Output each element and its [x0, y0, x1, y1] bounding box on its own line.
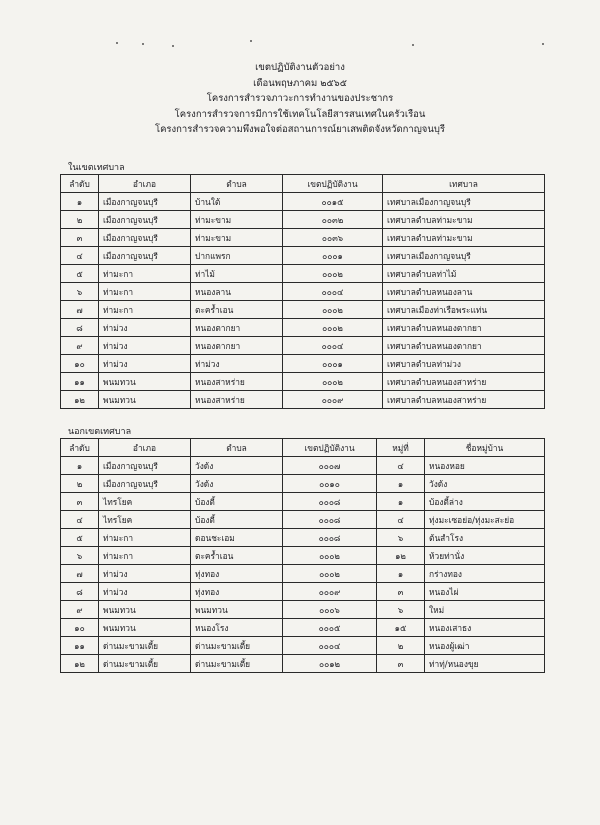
heading-project-2: โครงการสำรวจการมีการใช้เทคโนโลยีสารสนเทศในครัวเรือน	[174, 108, 426, 120]
table-row	[61, 655, 545, 673]
cell-order: ๘	[61, 319, 99, 337]
cell-subdistrict: ตะคร้ำเอน	[191, 301, 283, 319]
cell-order: ๓	[61, 493, 99, 511]
cell-district: พนมทวน	[99, 619, 191, 637]
cell-municipality: เทศบาลตำบลหนองสาหร่าย	[383, 373, 545, 391]
cell-subdistrict: วังด้ง	[191, 475, 283, 493]
cell-order: ๗	[61, 565, 99, 583]
cell-work-area: ๐๐๐๒	[283, 319, 383, 337]
cell-district: เมืองกาญจนบุรี	[99, 457, 191, 475]
cell-municipality: เทศบาลตำบลหนองตากยา	[383, 337, 545, 355]
cell-subdistrict: วังด้ง	[191, 457, 283, 475]
cell-order: ๖	[61, 283, 99, 301]
cell-work-area: ๐๐๐๘	[283, 493, 377, 511]
municipal-section-label: ในเขตเทศบาล	[68, 163, 125, 173]
col-village-no: หมู่ที่	[377, 439, 425, 457]
table-row	[61, 247, 545, 265]
cell-subdistrict: หนองลาน	[191, 283, 283, 301]
cell-village-no: ๓	[377, 655, 425, 673]
col-work-area: เขตปฏิบัติงาน	[283, 439, 377, 457]
table-row	[61, 529, 545, 547]
cell-work-area: ๐๐๑๒	[283, 655, 377, 673]
cell-municipality: เทศบาลตำบลหนองลาน	[383, 283, 545, 301]
table-row	[61, 637, 545, 655]
cell-work-area: ๐๐๓๒	[283, 211, 383, 229]
cell-district: ไทรโยค	[99, 511, 191, 529]
cell-district: ท่ามะกา	[99, 547, 191, 565]
cell-municipality: เทศบาลตำบลหนองตากยา	[383, 319, 545, 337]
cell-district: เมืองกาญจนบุรี	[99, 229, 191, 247]
cell-subdistrict: ทุ่งทอง	[191, 565, 283, 583]
cell-order: ๑๐	[61, 355, 99, 373]
table-row	[61, 319, 545, 337]
cell-district: ด่านมะขามเตี้ย	[99, 655, 191, 673]
cell-work-area: ๐๐๐๑	[283, 247, 383, 265]
cell-municipality: เทศบาลเมืองท่าเรือพระแท่น	[383, 301, 545, 319]
cell-subdistrict: ท่าไม้	[191, 265, 283, 283]
cell-district: ท่ามะกา	[99, 529, 191, 547]
table-row	[61, 547, 545, 565]
cell-district: ท่าม่วง	[99, 337, 191, 355]
cell-district: ไทรโยค	[99, 493, 191, 511]
cell-village-no: ๓	[377, 583, 425, 601]
cell-municipality: เทศบาลตำบลท่าไม้	[383, 265, 545, 283]
cell-village-no: ๑๒	[377, 547, 425, 565]
cell-subdistrict: ด่านมะขามเตี้ย	[191, 637, 283, 655]
cell-district: ท่าม่วง	[99, 565, 191, 583]
heading-title: เขตปฏิบัติงานตัวอย่าง	[255, 62, 345, 73]
document-heading	[0, 60, 600, 138]
cell-work-area: ๐๐๐๑	[283, 355, 383, 373]
cell-work-area: ๐๐๑๐	[283, 475, 377, 493]
cell-village-no: ๑	[377, 475, 425, 493]
cell-subdistrict: ดอนชะเอม	[191, 529, 283, 547]
non-municipal-table	[60, 438, 545, 673]
table-row	[61, 493, 545, 511]
table-row	[61, 511, 545, 529]
cell-village-name: บ้องตี้ล่าง	[425, 493, 545, 511]
cell-order: ๑๑	[61, 637, 99, 655]
cell-district: พนมทวน	[99, 373, 191, 391]
non-municipal-section-label: นอกเขตเทศบาล	[68, 427, 132, 437]
cell-order: ๑๒	[61, 655, 99, 673]
col-subdistrict: ตำบล	[191, 175, 283, 193]
cell-work-area: ๐๐๑๕	[283, 193, 383, 211]
cell-municipality: เทศบาลเมืองกาญจนบุรี	[383, 247, 545, 265]
col-village-name: ชื่อหมู่บ้าน	[425, 439, 545, 457]
cell-order: ๑	[61, 457, 99, 475]
table-row	[61, 565, 545, 583]
cell-village-name: หนองหอย	[425, 457, 545, 475]
cell-order: ๒	[61, 211, 99, 229]
table-row	[61, 265, 545, 283]
cell-village-name: หนองผู้เฒ่า	[425, 637, 545, 655]
cell-village-no: ๑๕	[377, 619, 425, 637]
cell-subdistrict: ตะคร้ำเอน	[191, 547, 283, 565]
cell-district: พนมทวน	[99, 601, 191, 619]
municipal-header-row	[61, 175, 545, 193]
cell-village-no: ๒	[377, 637, 425, 655]
cell-subdistrict: ท่ามะขาม	[191, 229, 283, 247]
cell-subdistrict: บ้องตี้	[191, 511, 283, 529]
cell-village-name: ห้วยท่านั่ง	[425, 547, 545, 565]
cell-work-area: ๐๐๐๒	[283, 265, 383, 283]
heading-project-3: โครงการสำรวจความพึงพอใจต่อสถานการณ์ยาเสพติดจังหวัดกาญจนบุรี	[154, 124, 446, 135]
cell-subdistrict: หนองตากยา	[191, 337, 283, 355]
cell-work-area: ๐๐๐๗	[283, 457, 377, 475]
cell-district: ท่าม่วง	[99, 355, 191, 373]
cell-work-area: ๐๐๐๙	[283, 391, 383, 409]
cell-village-name: ทุ่งมะเซอย่อ/ทุ่งมะสะย่อ	[425, 511, 545, 529]
cell-work-area: ๐๐๐๙	[283, 583, 377, 601]
table-row	[61, 229, 545, 247]
cell-order: ๔	[61, 511, 99, 529]
cell-village-name: กร่างทอง	[425, 565, 545, 583]
col-district: อำเภอ	[99, 175, 191, 193]
municipal-table	[60, 174, 545, 409]
cell-subdistrict: หนองสาหร่าย	[191, 391, 283, 409]
cell-village-no: ๖	[377, 601, 425, 619]
cell-municipality: เทศบาลเมืองกาญจนบุรี	[383, 193, 545, 211]
cell-subdistrict: ท่าม่วง	[191, 355, 283, 373]
cell-district: ด่านมะขามเตี้ย	[99, 637, 191, 655]
cell-order: ๙	[61, 337, 99, 355]
cell-district: เมืองกาญจนบุรี	[99, 247, 191, 265]
cell-order: ๑๑	[61, 373, 99, 391]
cell-order: ๕	[61, 529, 99, 547]
col-municipality: เทศบาล	[383, 175, 545, 193]
cell-order: ๑๐	[61, 619, 99, 637]
table-row	[61, 355, 545, 373]
cell-village-name: ต้นสำโรง	[425, 529, 545, 547]
table-row	[61, 193, 545, 211]
cell-district: ท่าม่วง	[99, 319, 191, 337]
table-row	[61, 391, 545, 409]
table-row	[61, 337, 545, 355]
cell-village-name: หนองเสาธง	[425, 619, 545, 637]
heading-project-1: โครงการสำรวจภาวะการทำงานของประชากร	[206, 93, 394, 104]
table-row	[61, 583, 545, 601]
cell-village-no: ๑	[377, 565, 425, 583]
cell-district: เมืองกาญจนบุรี	[99, 211, 191, 229]
col-district: อำเภอ	[99, 439, 191, 457]
cell-order: ๘	[61, 583, 99, 601]
cell-municipality: เทศบาลตำบลท่ามะขาม	[383, 211, 545, 229]
table-row	[61, 283, 545, 301]
cell-subdistrict: พนมทวน	[191, 601, 283, 619]
cell-work-area: ๐๐๐๔	[283, 637, 377, 655]
cell-subdistrict: ปากแพรก	[191, 247, 283, 265]
cell-order: ๔	[61, 247, 99, 265]
cell-order: ๑	[61, 193, 99, 211]
cell-village-no: ๔	[377, 457, 425, 475]
cell-village-no: ๖	[377, 529, 425, 547]
cell-order: ๒	[61, 475, 99, 493]
cell-district: เมืองกาญจนบุรี	[99, 475, 191, 493]
cell-subdistrict: บ้านใต้	[191, 193, 283, 211]
non-municipal-header-row	[61, 439, 545, 457]
cell-work-area: ๐๐๐๘	[283, 529, 377, 547]
cell-village-no: ๔	[377, 511, 425, 529]
table-row	[61, 457, 545, 475]
cell-order: ๕	[61, 265, 99, 283]
cell-order: ๓	[61, 229, 99, 247]
col-order: ลำดับ	[61, 175, 99, 193]
cell-subdistrict: หนองตากยา	[191, 319, 283, 337]
cell-village-name: ใหม่	[425, 601, 545, 619]
cell-municipality: เทศบาลตำบลท่าม่วง	[383, 355, 545, 373]
table-row	[61, 373, 545, 391]
cell-subdistrict: ด่านมะขามเตี้ย	[191, 655, 283, 673]
cell-subdistrict: บ้องตี้	[191, 493, 283, 511]
cell-district: พนมทวน	[99, 391, 191, 409]
col-work-area: เขตปฏิบัติงาน	[283, 175, 383, 193]
cell-subdistrict: ทุ่งทอง	[191, 583, 283, 601]
cell-order: ๗	[61, 301, 99, 319]
cell-work-area: ๐๐๐๒	[283, 547, 377, 565]
table-row	[61, 619, 545, 637]
cell-work-area: ๐๐๐๒	[283, 565, 377, 583]
municipal-table-body	[61, 193, 545, 409]
cell-subdistrict: หนองสาหร่าย	[191, 373, 283, 391]
cell-village-name: ท่าทุ่/หนองขุย	[425, 655, 545, 673]
col-order: ลำดับ	[61, 439, 99, 457]
cell-district: ท่ามะกา	[99, 265, 191, 283]
cell-order: ๖	[61, 547, 99, 565]
scan-speckles	[110, 40, 550, 48]
table-row	[61, 601, 545, 619]
cell-work-area: ๐๐๐๘	[283, 511, 377, 529]
cell-work-area: ๐๐๐๒	[283, 301, 383, 319]
cell-work-area: ๐๐๐๔	[283, 283, 383, 301]
cell-work-area: ๐๐๐๒	[283, 373, 383, 391]
cell-village-name: วังด้ง	[425, 475, 545, 493]
cell-order: ๑๒	[61, 391, 99, 409]
table-row	[61, 211, 545, 229]
cell-municipality: เทศบาลตำบลหนองสาหร่าย	[383, 391, 545, 409]
table-row	[61, 301, 545, 319]
cell-district: ท่าม่วง	[99, 583, 191, 601]
cell-work-area: ๐๐๐๖	[283, 601, 377, 619]
table-row	[61, 475, 545, 493]
cell-district: เมืองกาญจนบุรี	[99, 193, 191, 211]
cell-village-name: หนองไผ่	[425, 583, 545, 601]
cell-district: ท่ามะกา	[99, 301, 191, 319]
non-municipal-table-body	[61, 457, 545, 673]
cell-subdistrict: หนองโรง	[191, 619, 283, 637]
cell-work-area: ๐๐๐๕	[283, 619, 377, 637]
col-subdistrict: ตำบล	[191, 439, 283, 457]
cell-district: ท่ามะกา	[99, 283, 191, 301]
cell-order: ๙	[61, 601, 99, 619]
heading-month: เดือนพฤษภาคม ๒๕๖๕	[253, 77, 347, 89]
cell-work-area: ๐๐๐๔	[283, 337, 383, 355]
cell-municipality: เทศบาลตำบลท่ามะขาม	[383, 229, 545, 247]
cell-work-area: ๐๐๓๖	[283, 229, 383, 247]
cell-subdistrict: ท่ามะขาม	[191, 211, 283, 229]
cell-village-no: ๑	[377, 493, 425, 511]
